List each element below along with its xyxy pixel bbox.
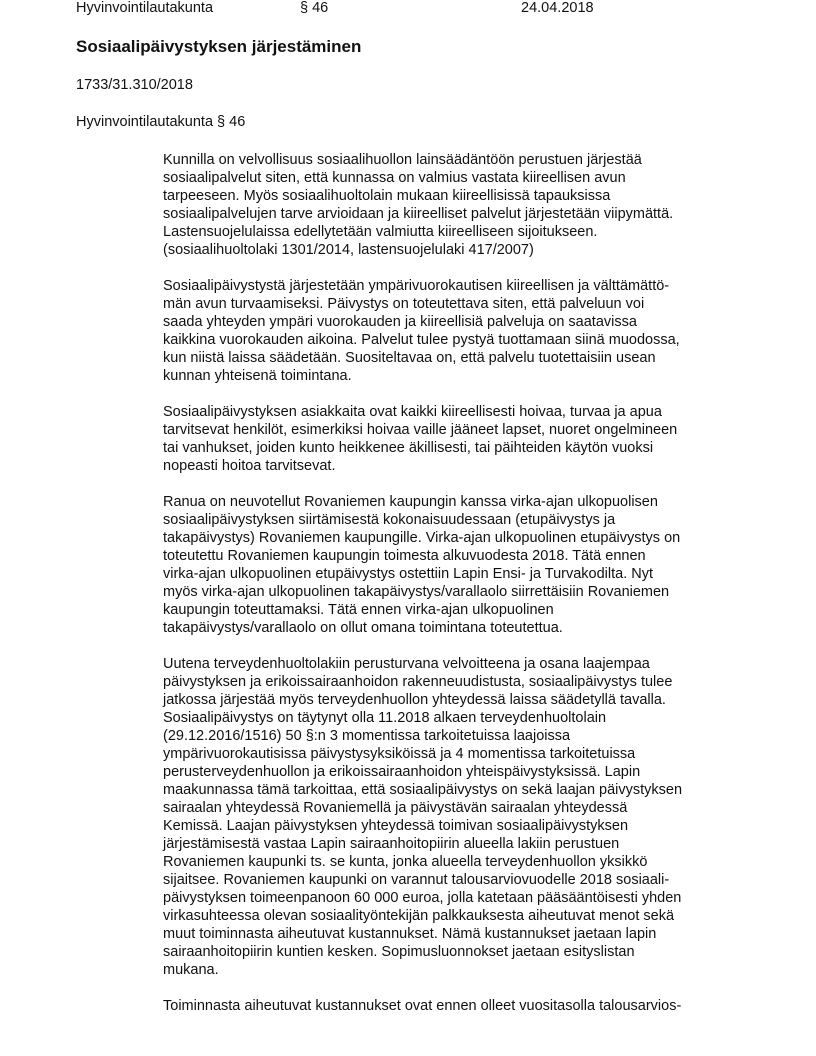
text-line: sosiaalipäivystyksen siirtämisestä kokonaisuudessaan (etupäivystys ja bbox=[163, 512, 616, 528]
text-line: nopeasti hoitoa tarvitsevat. bbox=[163, 458, 336, 474]
text-line: maakunnassa tämä tarkoittaa, että sosiaalipäivystys on sekä laajan päivystyksen bbox=[163, 782, 683, 798]
text-line: perusterveydenhuollon ja erikoissairaanhoidon yhteispäivystyksissä. Lapin bbox=[163, 764, 641, 780]
text-line: Sosiaalipäivystystä järjestetään ympärivuorokautisen kiireellisen ja välttämättö- bbox=[163, 278, 670, 294]
paragraph bbox=[163, 403, 803, 475]
text-line: Sosiaalipäivystyksen asiakkaita ovat kaikki kiireellisesti hoivaa, turvaa ja apua bbox=[163, 404, 662, 420]
text-line: sairaanhoitopiirin kuntien kesken. Sopimusluonnokset jaetaan esityslistan bbox=[163, 944, 635, 960]
text-line: takapäivystys) Rovaniemen kaupungille. Virka-ajan ulkopuolinen etupäivystys on bbox=[163, 530, 681, 546]
text-line: kaikkina vuorokauden aikoina. Palvelut tulee pystyä tuottamaan siinä muodossa, bbox=[163, 332, 680, 348]
text-line: takapäivystys/varallaolo on ollut omana toimintana toteutettua. bbox=[163, 620, 563, 636]
body-section: Hyvinvointilautakunta § 46 bbox=[76, 114, 246, 130]
text-line: kun niistä laissa säädetään. Suositeltavaa on, että palvelu tuotettaisiin usean bbox=[163, 350, 656, 366]
paragraph bbox=[163, 655, 803, 979]
paragraph bbox=[163, 493, 803, 637]
text-line: Sosiaalipäivystys on täytynyt olla 11.2018 alkaen terveydenhuoltolain bbox=[163, 710, 607, 726]
text-line: Ranua on neuvotellut Rovaniemen kaupungin kanssa virka-ajan ulkopuolisen bbox=[163, 494, 658, 510]
record-number: 1733/31.310/2018 bbox=[76, 77, 193, 93]
document-body bbox=[163, 151, 803, 1033]
header-body-name: Hyvinvointilautakunta bbox=[76, 0, 214, 16]
text-line: virka-ajan ulkopuolinen etupäivystys ostettiin Lapin Ensi- ja Turvakodilta. Nyt bbox=[163, 566, 654, 582]
text-line: Uutena terveydenhuoltolakiin perusturvana velvoitteena ja osana laajempaa bbox=[163, 656, 650, 672]
text-line: tai vanhukset, joiden kunto heikkenee äkillisesti, tai päihteiden käytön vuoksi bbox=[163, 440, 654, 456]
text-line: ympärivuorokautisissa päivystysyksiköissä ja 4 momentissa tarkoitetuissa bbox=[163, 746, 636, 762]
text-line: Toiminnasta aiheutuvat kustannukset ovat ennen olleet vuositasolla talousarvios- bbox=[163, 998, 682, 1014]
text-line: virkasuhteessa olevan sosiaalityöntekijän palkkauksesta aiheutuvat menot sekä bbox=[163, 908, 675, 924]
paragraph bbox=[163, 151, 803, 259]
text-line: (sosiaalihuoltolaki 1301/2014, lastensuojelulaki 417/2007) bbox=[163, 242, 534, 258]
document-title: Sosiaalipäivystyksen järjestäminen bbox=[76, 37, 362, 56]
text-line: järjestämisestä vastaa Lapin sairaanhoitopiirin alueella lakiin perustuen bbox=[163, 836, 620, 852]
paragraph bbox=[163, 277, 803, 385]
text-line: sosiaalipalvelut siten, että kunnassa on valmius vastata kiireellisen avun bbox=[163, 170, 626, 186]
text-line: män avun turvaamiseksi. Päivystys on toteutettava siten, että palveluun voi bbox=[163, 296, 645, 312]
text-line: saada yhteyden ympäri vuorokauden ja kiireellisiä palveluja on saatavissa bbox=[163, 314, 637, 330]
text-line: toteutettu Rovaniemen kaupungin toimesta alkuvuodesta 2018. Tätä ennen bbox=[163, 548, 646, 564]
text-line: myös virka-ajan ulkopuolinen takapäivystys/varallaolo siirrettäisiin Rovaniemen bbox=[163, 584, 670, 600]
text-line: Lastensuojelulaissa edellytetään valmiutta kiireelliseen sijoitukseen. bbox=[163, 224, 598, 240]
text-line: Rovaniemen kaupunki ts. se kunta, jonka alueella terveydenhuollon yksikkö bbox=[163, 854, 648, 870]
text-line: sairaalan yhteydessä Rovaniemellä ja päivystävän sairaalan yhteydessä bbox=[163, 800, 628, 816]
text-line: sijaitsee. Rovaniemen kaupunki on varannut talousarviovuodelle 2018 sosiaali- bbox=[163, 872, 670, 888]
text-line: Kunnilla on velvollisuus sosiaalihuollon lainsäädäntöön perustuen järjestää bbox=[163, 152, 642, 168]
header-section: § 46 bbox=[300, 0, 329, 16]
text-line: kaupungin toteuttamaksi. Tätä ennen virka-ajan ulkopuolinen bbox=[163, 602, 554, 618]
header-date: 24.04.2018 bbox=[521, 0, 594, 16]
text-line: tarvitsevat henkilöt, esimerkiksi hoivaa vaille jääneet lapset, nuoret ongelmineen bbox=[163, 422, 678, 438]
paragraph bbox=[163, 997, 803, 1015]
text-line: muut toiminnasta aiheutuvat kustannukset. Nämä kustannukset jaetaan lapin bbox=[163, 926, 657, 942]
text-line: sosiaalipalvelujen tarve arvioidaan ja kiireelliset palvelut järjestetään viipymättä. bbox=[163, 206, 674, 222]
text-line: kunnan yhteisenä toimintana. bbox=[163, 368, 352, 384]
text-line: tarpeeseen. Myös sosiaalihuoltolain mukaan kiireellisissä tapauksissa bbox=[163, 188, 611, 204]
text-line: jatkossa järjestää myös terveydenhuollon yhteydessä laissa säädetyllä tavalla. bbox=[163, 692, 666, 708]
text-line: päivystyksen toimeenpanoon 60 000 euroa, jolla katetaan pääsääntöisesti yhden bbox=[163, 890, 682, 906]
text-line: (29.12.2016/1516) 50 §:n 3 momentissa tarkoitetuissa laajoissa bbox=[163, 728, 571, 744]
text-line: Kemissä. Laajan päivystyksen yhteydessä toimivan sosiaalipäivystyksen bbox=[163, 818, 629, 834]
text-line: mukana. bbox=[163, 962, 219, 978]
text-line: päivystyksen ja erikoissairaanhoidon rakenneuudistusta, sosiaalipäivystys tulee bbox=[163, 674, 673, 690]
